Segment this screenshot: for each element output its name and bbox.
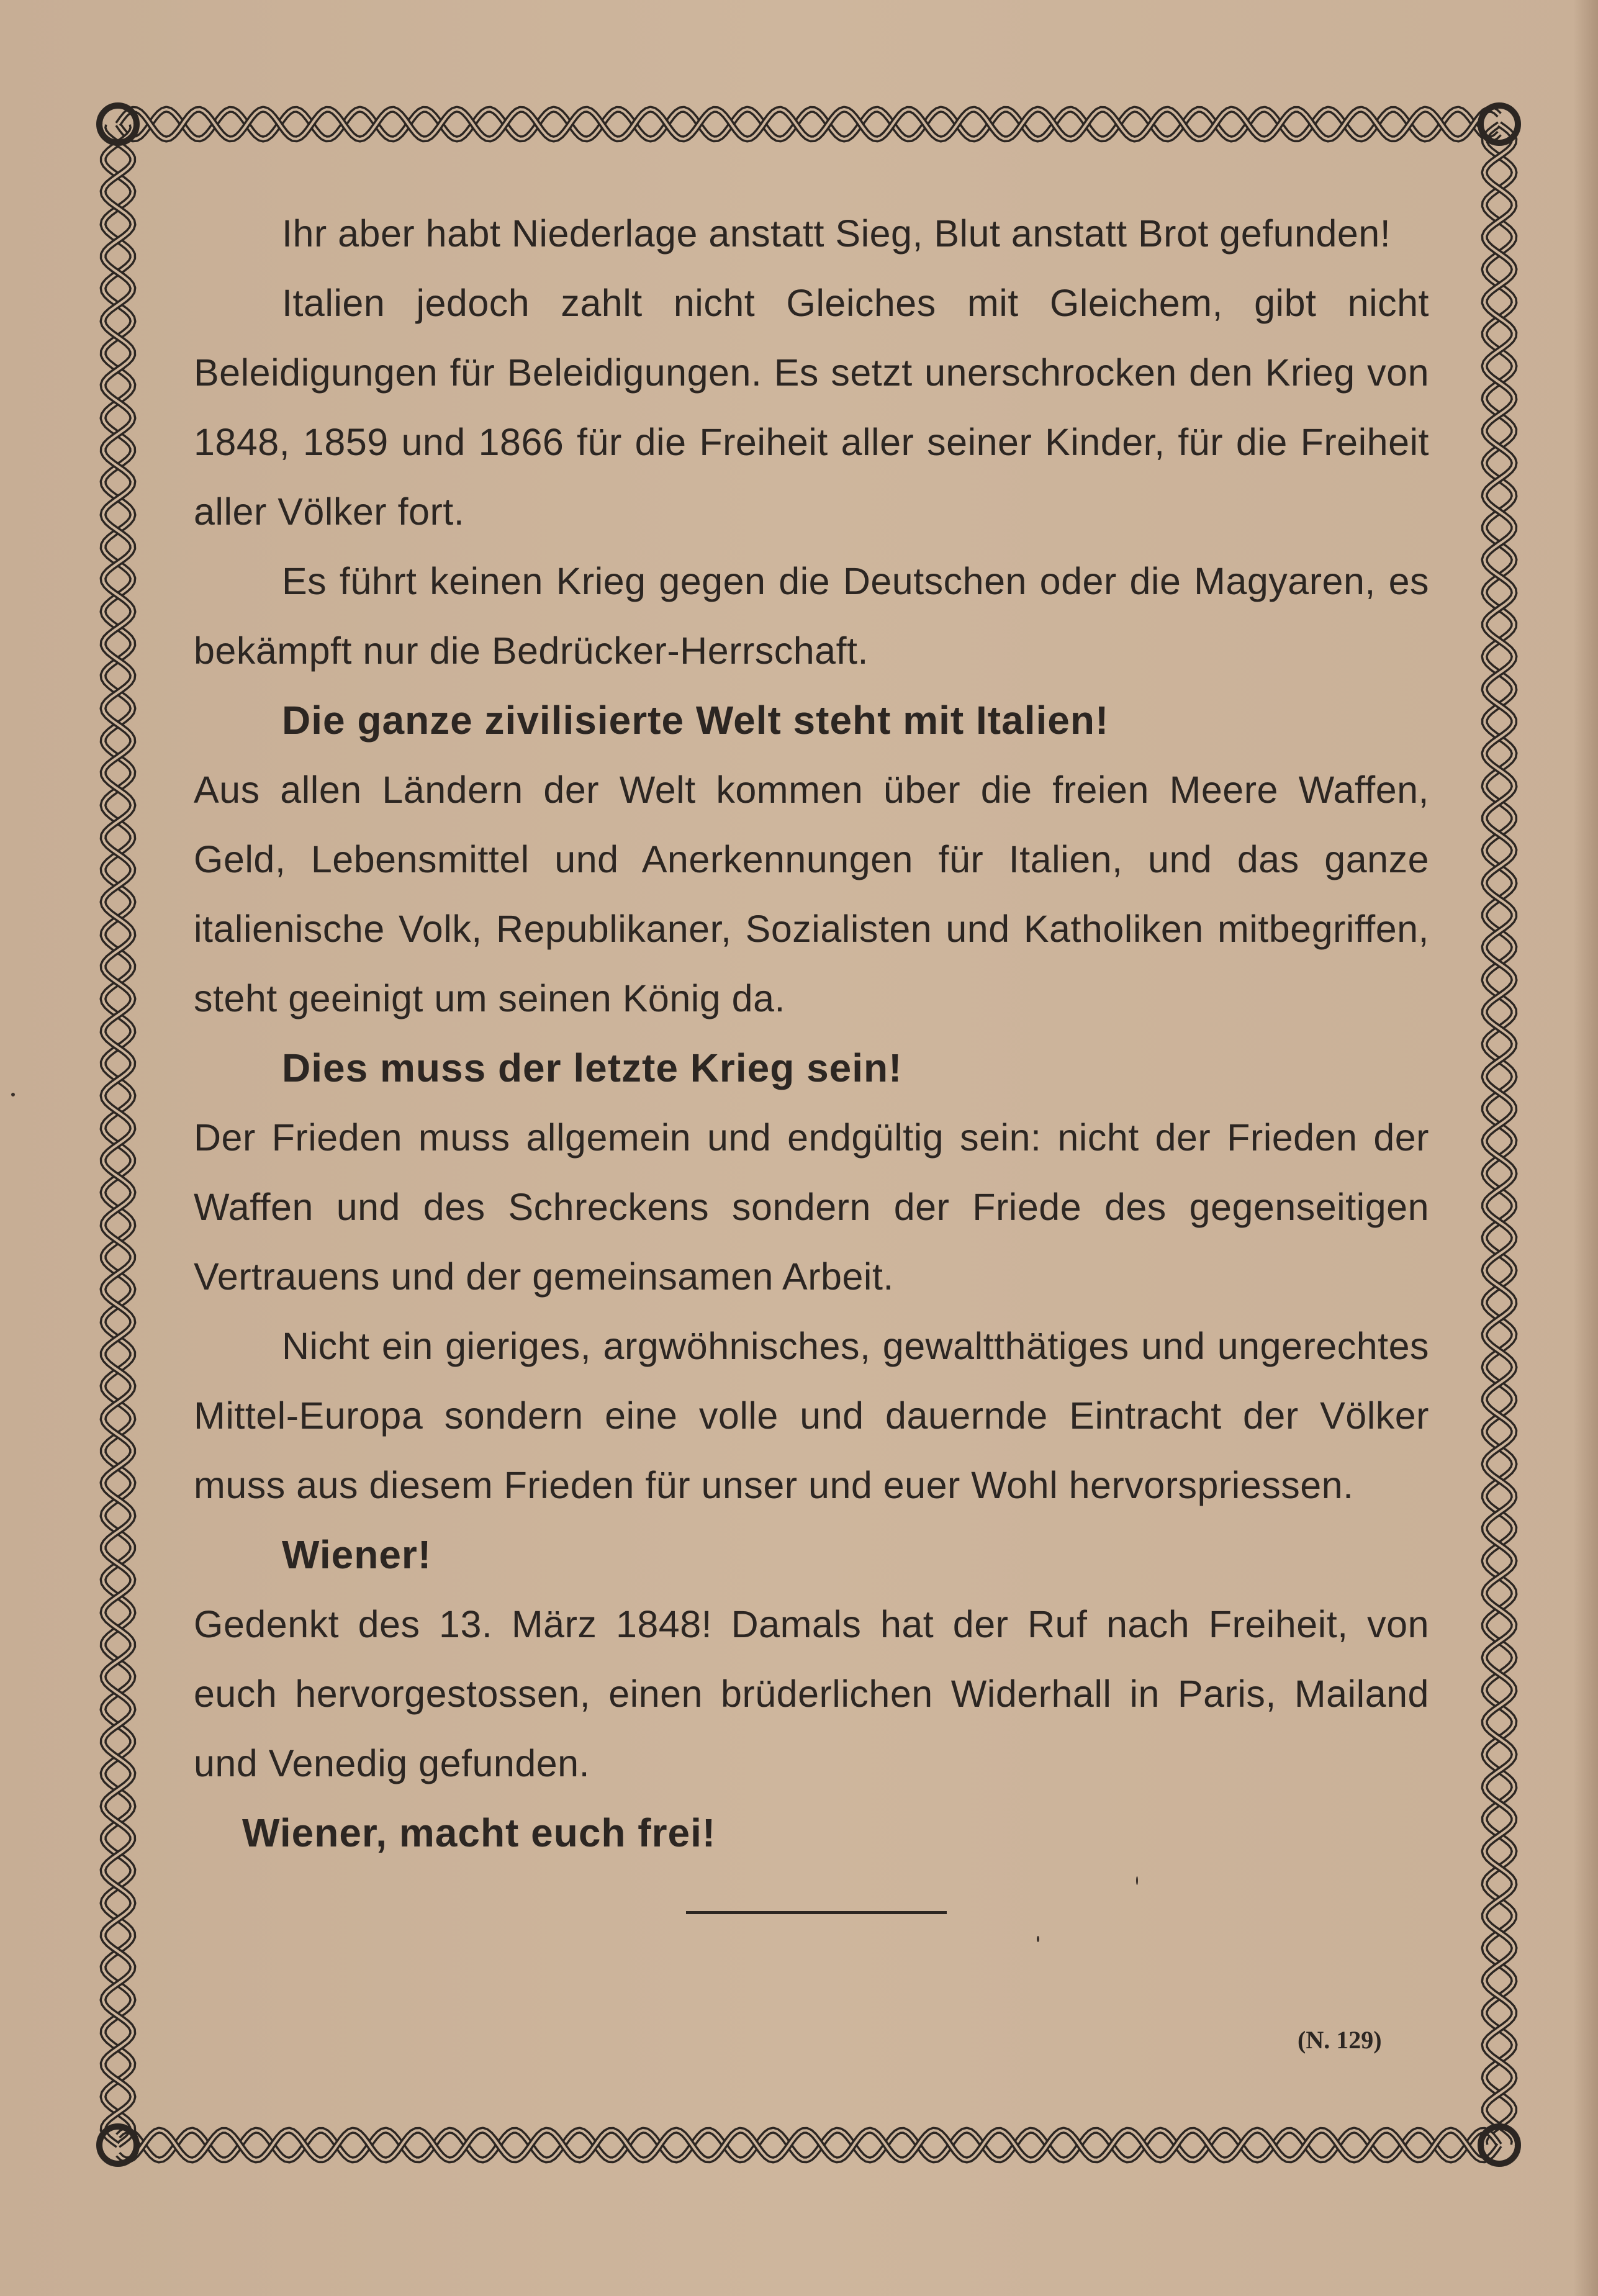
paper-speck <box>11 1093 15 1096</box>
heading-civilized-world: Die ganze zivilisierte Welt steht mit Italien! <box>282 698 1109 743</box>
paragraph-6: Nicht ein gieriges, argwöhnisches, gewaltthätiges und ungerechtes Mittel-Europa sondern eine volle und dauernde Eintracht der Völker muss aus diesem Frieden für unser und euer Wohl hervorspriessen. <box>194 1325 1429 1506</box>
paper-speck <box>1037 1936 1039 1942</box>
leaflet-text <box>194 199 1429 1868</box>
heading-last-war: Dies muss der letzte Krieg sein! <box>282 1046 903 1090</box>
paragraph-7: Gedenkt des 13. März 1848! Damals hat der Ruf nach Freiheit, von euch hervorgestossen, einen brüderlichen Widerhall in Paris, Mailand und Venedig gefunden. <box>194 1603 1429 1784</box>
paragraph-5: Der Frieden muss allgemein und endgültig sein: nicht der Frieden der Waffen und des Schreckens sondern der Friede des gegenseitigen Vertrauens und der gemeinsamen Arbeit. <box>194 1116 1429 1298</box>
document-number: (N. 129) <box>1298 2026 1382 2054</box>
paragraph-2: Italien jedoch zahlt nicht Gleiches mit Gleichem, gibt nicht Beleidigungen für Beleidigungen. Es setzt unerschrocken den Krieg von 1848, 1859 und 1866 für die Freiheit aller seiner Kinder, für die Freiheit aller Völker fort. <box>194 282 1429 533</box>
separator-rule <box>686 1911 947 1914</box>
heading-make-free: Wiener, macht euch frei! <box>242 1810 716 1855</box>
paragraph-1: Ihr aber habt Niederlage anstatt Sieg, Blut anstatt Brot gefunden! <box>282 212 1391 255</box>
paragraph-4: Aus allen Ländern der Welt kommen über die freien Meere Waffen, Geld, Lebensmittel und Anerkennungen für Italien, und das ganze italienische Volk, Republikaner, Sozialisten und Katholiken mitbegriffen, steht geeinigt um seinen König da. <box>194 769 1429 1019</box>
paper-speck <box>1136 1876 1138 1885</box>
paragraph-3: Es führt keinen Krieg gegen die Deutschen oder die Magyaren, es bekämpft nur die Bedrücker-Herrschaft. <box>194 560 1429 672</box>
heading-wiener: Wiener! <box>282 1532 432 1577</box>
